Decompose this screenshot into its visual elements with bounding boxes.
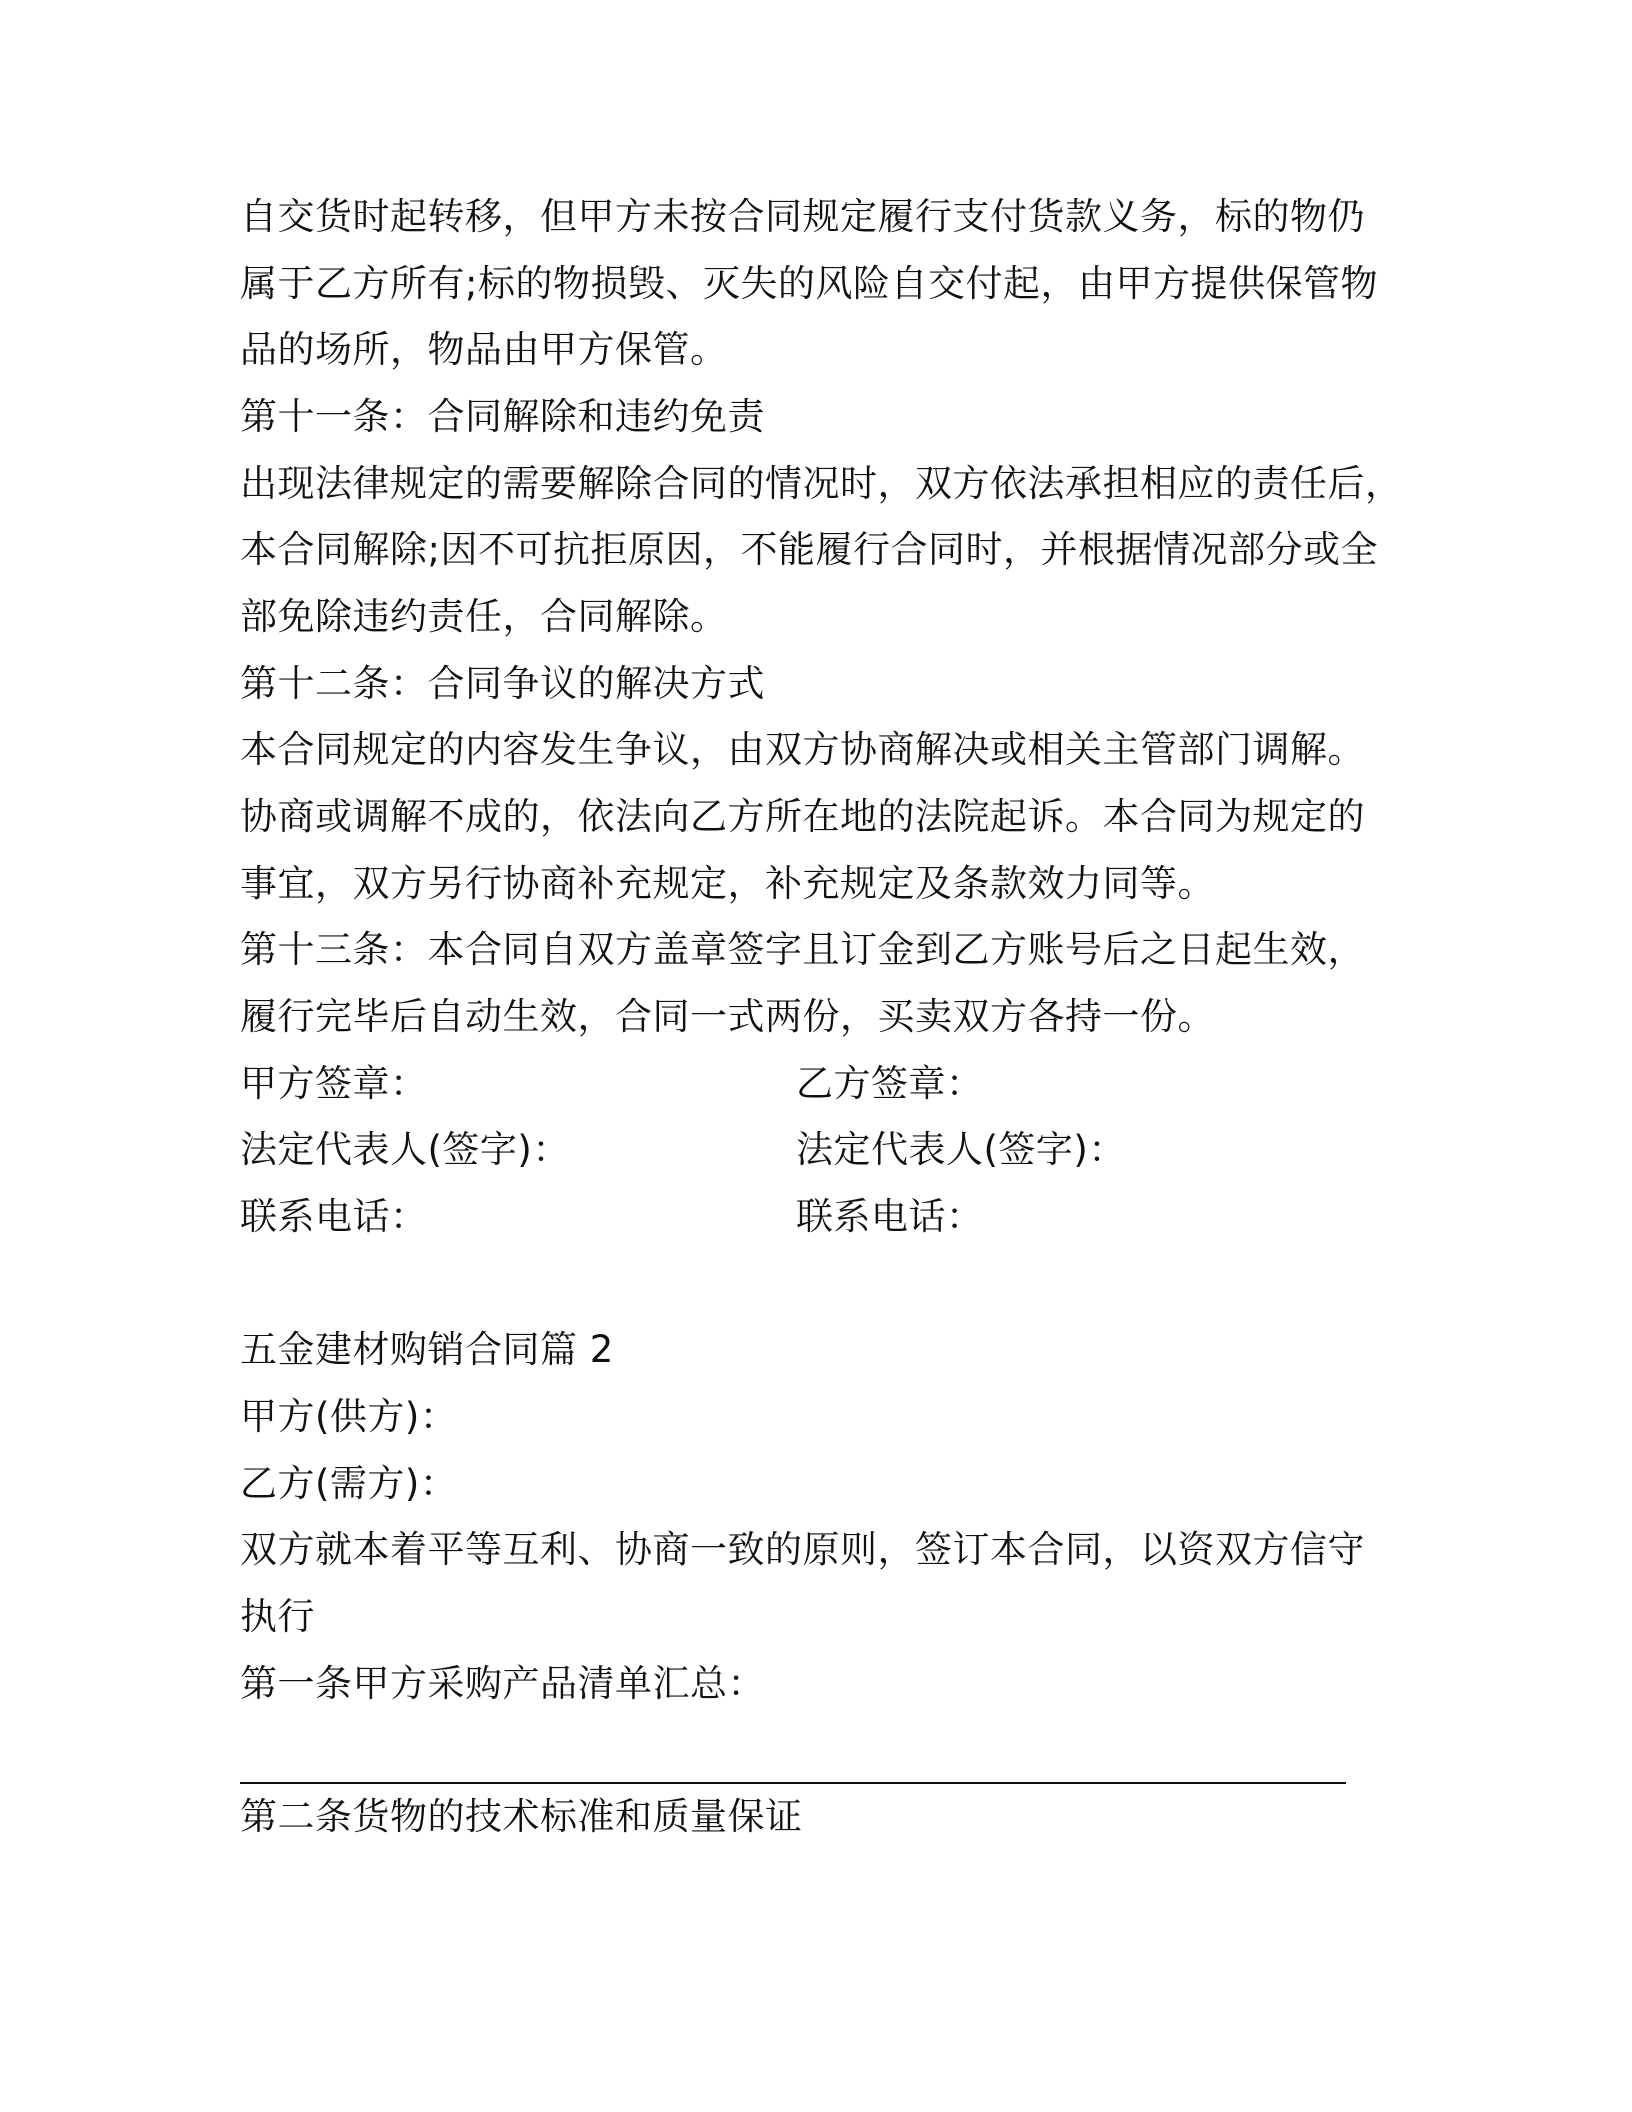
body-line-3: 品的场所，物品由甲方保管。 bbox=[240, 328, 728, 371]
body-line-2: 属于乙方所有;标的物损毁、灭失的风险自交付起，由甲方提供保管物 bbox=[240, 262, 1378, 305]
section-2-title: 五金建材购销合同篇 2 bbox=[240, 1328, 614, 1371]
intro-line-2: 执行 bbox=[240, 1595, 315, 1638]
body-line-6: 本合同解除;因不可抗拒原因，不能履行合同时，并根据情况部分或全 bbox=[240, 528, 1378, 571]
body-line-7: 部免除违约责任，合同解除。 bbox=[240, 595, 728, 638]
buyer-label: 乙方(需方)： bbox=[240, 1462, 458, 1505]
party-b-seal-label: 乙方签章： bbox=[796, 1062, 984, 1105]
body-line-9: 本合同规定的内容发生争议，由双方协商解决或相关主管部门调解。 bbox=[240, 728, 1365, 771]
article-12-heading: 第十二条：合同争议的解决方式 bbox=[240, 662, 765, 705]
party-a-rep-label: 法定代表人(签字)： bbox=[240, 1128, 570, 1171]
body-line-5: 出现法律规定的需要解除合同的情况时，双方依法承担相应的责任后， bbox=[240, 462, 1403, 505]
fill-in-rule bbox=[240, 1782, 1346, 1784]
article-13-line-1: 第十三条：本合同自双方盖章签字且订金到乙方账号后之日起生效， bbox=[240, 928, 1365, 971]
party-a-seal-label: 甲方签章： bbox=[240, 1062, 428, 1105]
supplier-label: 甲方(供方)： bbox=[240, 1395, 458, 1438]
article-13-line-2: 履行完毕后自动生效，合同一式两份，买卖双方各持一份。 bbox=[240, 995, 1215, 1038]
party-b-phone-label: 联系电话： bbox=[796, 1195, 984, 1238]
party-a-phone-label: 联系电话： bbox=[240, 1195, 428, 1238]
article-11-heading: 第十一条：合同解除和违约免责 bbox=[240, 395, 765, 438]
body-line-1: 自交货时起转移，但甲方未按合同规定履行支付货款义务，标的物仍 bbox=[240, 195, 1365, 238]
body-line-11: 事宜，双方另行协商补充规定，补充规定及条款效力同等。 bbox=[240, 862, 1215, 905]
party-b-rep-label: 法定代表人(签字)： bbox=[796, 1128, 1126, 1171]
intro-line-1: 双方就本着平等互利、协商一致的原则，签订本合同，以资双方信守 bbox=[240, 1528, 1365, 1571]
body-line-10: 协商或调解不成的，依法向乙方所在地的法院起诉。本合同为规定的 bbox=[240, 795, 1365, 838]
article-1-heading: 第一条甲方采购产品清单汇总： bbox=[240, 1662, 765, 1705]
article-2-heading: 第二条货物的技术标准和质量保证 bbox=[240, 1795, 803, 1838]
